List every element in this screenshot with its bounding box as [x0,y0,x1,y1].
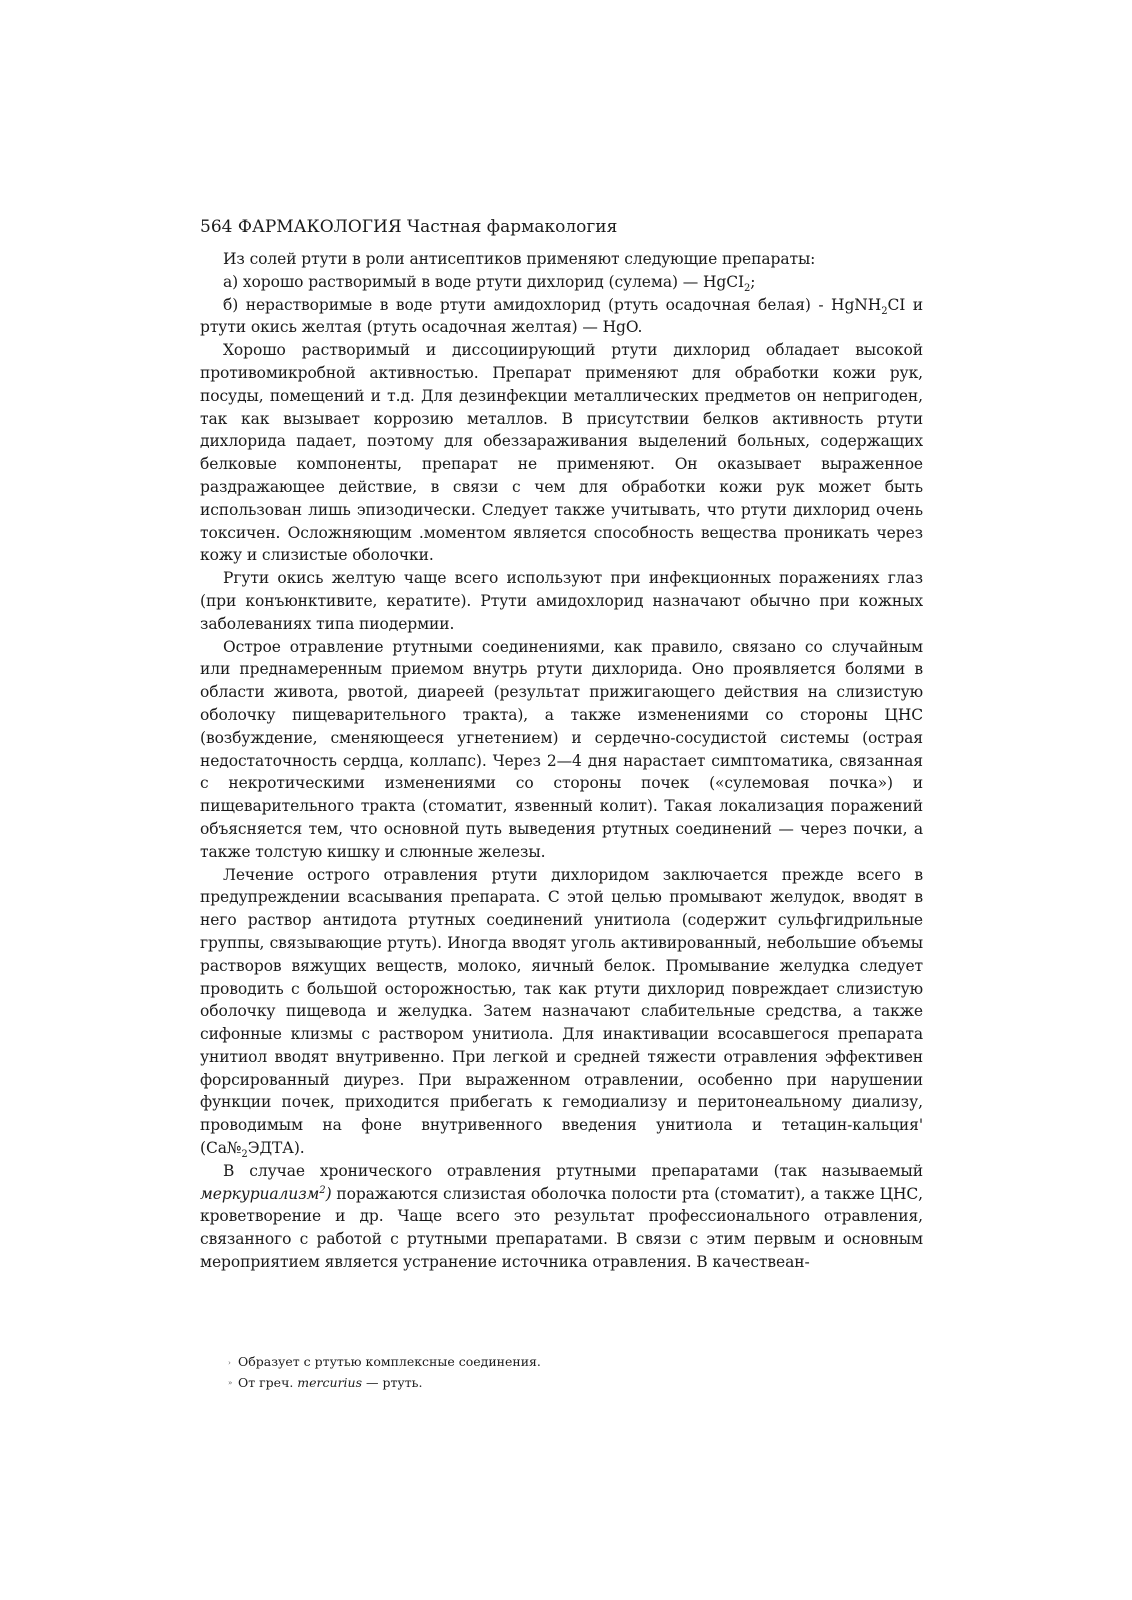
term-close-paren: ) [325,1184,332,1203]
paragraph-treatment-text: Лечение острого отравления ртути дихлоридом заключается прежде всего в предупреждении всасывания препарата. С этой целью промывают желудок, вводят в него раствор антидота ртутных соединений унитиола (содержит сульфгидрильные группы, связывающие ртуть). Иногда вводят уголь активированный, небольшие объемы растворов вяжущих веществ, молоко, яичный белок. Промывание желудка следует проводить с большой осторожностью, так как ртути дихлорид повреждает слизистую оболочку пищевода и желудка. Затем назначают слабительные средства, а также сифонные клизмы с раствором унитиола. Для инактивации всосавшегося препарата унитиол вводят внутривенно. При легкой и средней тяжести отравления эффективен форсированный диурез. При выраженном отравлении, особенно при нарушении функции почек, приходится прибегать к гемодиализу и перитонеальному диализу, проводимым на фоне внутривенного введения унитиола и тетацин-кальция' (Ca№ [200,865,923,1158]
list-item-a-text: а) хорошо растворимый в воде ртути дихлорид (сулема) — HgCI [223,272,745,291]
intro-line: Из солей ртути в роли антисептиков применяют следующие препараты: [223,250,816,268]
footnote-2 [228,1373,541,1394]
paragraph-antiseptic-activity: Хорошо растворимый и диссоциирующий ртути дихлорид обладает высокой противомикробной активностью. Препарат применяют для обработки кожи рук, посуды, помещений и т.д. Для дезинфекции металлических предметов он непригоден, так как вызывает коррозию металлов. В присутствии белков активность ртути дихлорида падает, поэтому для обеззараживания выделений больных, содержащих белковые компоненты, препарат не применяют. Он оказывает выраженное раздражающее действие, в связи с чем для обработки кожи рук может быть использован лишь эпизодически. Следует также учитывать, что ртути дихлорид очень токсичен. Осложняющим .моментом является способность вещества проникать через кожу и слизистые оболочки. [200,341,923,565]
body-text [200,248,923,1274]
footnote-2-suffix: — ртуть. [362,1374,423,1390]
footnote-2-term: mercurius [297,1374,363,1390]
subscript: 2 [744,282,751,294]
paragraph-acute-poisoning: Острое отравление ртутными соединениями, как правило, связано со случайным или преднамеренным приемом внутрь ртути дихлорида. Оно проявляется болями в области живота, рвотой, диареей (результат прижигающего действия на слизистую оболочку пищеварительного тракта), а также изменениями со стороны ЦНС (возбуждение, сменяющееся угнетением) и сердечно-сосудистой системы (острая недостаточность сердца, коллапс). Через 2—4 дня нарастает симптоматика, связанная с некротическими изменениями со стороны почек («сулемовая почка») и пищеварительного тракта (стоматит, язвенный колит). Такая локализация поражений объясняется тем, что основной путь выведения ртутных соединений — через почки, а также толстую кишку и слюнные железы. [200,637,923,861]
footnote-ref: 2 [319,1184,326,1196]
paragraph-chronic-poisoning [200,1160,923,1274]
list-item-b [200,294,923,340]
paragraph-yellow-oxide: Ргути окись желтую чаще всего используют при инфекционных поражениях глаз (при конъюнктивите, кератите). Ртути амидохлорид назначают обычно при кожных заболеваниях типа пиодермии. [200,569,923,633]
term-mercurialism-text: меркуриализм [200,1184,320,1203]
list-item-a [200,271,923,294]
term-mercurialism [200,1185,332,1203]
footnote-mark: › [228,1358,231,1367]
footnote-2-prefix: От греч. [238,1374,298,1390]
footnote-1 [228,1352,541,1373]
footnote-1-text: Образует с ртутью комплексные соединения. [238,1354,541,1369]
footnotes [228,1352,541,1393]
footnote-mark: » [228,1379,233,1387]
running-head: 564 ФАРМАКОЛОГИЯ Частная фармакология [200,217,618,237]
paragraph-chronic-lead: В случае хронического отравления ртутными препаратами (так называемый [223,1161,923,1180]
list-item-b-text: б) нерастворимые в воде ртути амидохлорид (ртуть осадочная белая) - HgNH [223,295,882,314]
subscript: 2 [241,1149,248,1161]
paragraph-treatment [200,864,923,1160]
subscript: 2 [881,305,888,317]
list-item-b-tail: CI и ртути окись желтая (ртуть осадочная желтая) — HgO. [200,295,924,337]
list-item-a-tail: ; [750,272,756,291]
paragraph-chronic-rest: поражаются слизистая оболочка полости рта (стоматит), а также ЦНС, кроветворение и др. Чаще всего это результат профессионального отравления, связанного с работой с ртутными препаратами. В связи с этим первым и основным мероприятием является устранение источника отравления. В качествеан- [200,1184,923,1272]
paragraph-treatment-tail: ЭДТА). [247,1139,305,1158]
